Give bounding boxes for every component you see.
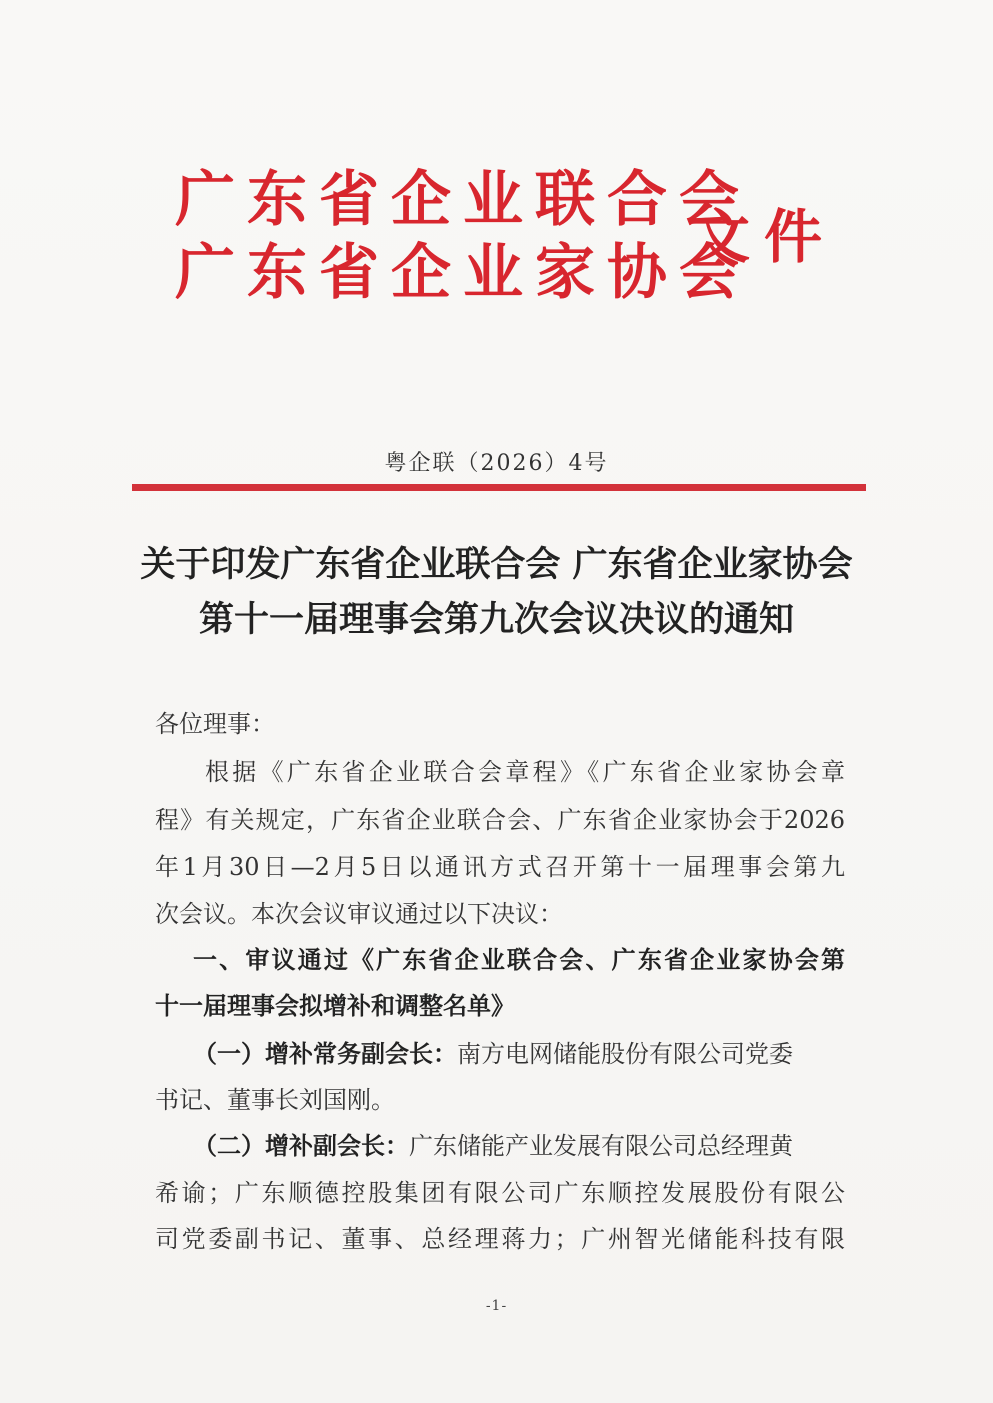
header-org-line-2: 广东省企业家协会 [175, 238, 751, 308]
title-line-1: 关于印发广东省企业联合会 广东省企业家协会 [140, 545, 853, 585]
section-heading-line: 一、审议通过《广东省企业联合会、广东省企业家协会第 [193, 946, 845, 974]
page-number: -1- [485, 1298, 508, 1314]
red-divider [132, 484, 866, 491]
item-2-line-3: 司党委副书记、董事、总经理蒋力；广州智光储能科技有限 [155, 1225, 845, 1253]
salutation: 各位理事： [155, 710, 275, 738]
header-org-line-1: 广东省企业联合会 [175, 165, 751, 235]
item-2-line-2: 希谕；广东顺德控股集团有限公司广东顺控发展股份有限公 [155, 1179, 845, 1207]
paragraph-line: 次会议。本次会议审议通过以下决议： [155, 900, 563, 928]
item-1-text: 南方电网储能股份有限公司党委 [457, 1040, 793, 1068]
document-number: 粤企联（2026）4号 [384, 451, 609, 476]
header-doc-type: 文件 [692, 203, 837, 271]
item-1-line-2: 书记、董事长刘国刚。 [155, 1086, 395, 1114]
section-heading-line: 十一届理事会拟增补和调整名单》 [155, 992, 515, 1020]
paragraph-line: 程》有关规定，广东省企业联合会、广东省企业家协会于2026 [155, 806, 845, 834]
item-2-label: （二）增补副会长： [193, 1132, 409, 1160]
item-1-line [193, 1039, 845, 1069]
item-2-line [193, 1131, 845, 1161]
title-line-2: 第十一届理事会第九次会议决议的通知 [198, 600, 794, 640]
item-1-label: （一）增补常务副会长： [193, 1040, 457, 1068]
paragraph-line: 根据《广东省企业联合会章程》《广东省企业家协会章 [205, 758, 845, 786]
item-2-text: 广东储能产业发展有限公司总经理黄 [409, 1132, 793, 1160]
paragraph-line: 年1月30日—2月5日以通讯方式召开第十一届理事会第九 [155, 853, 845, 881]
